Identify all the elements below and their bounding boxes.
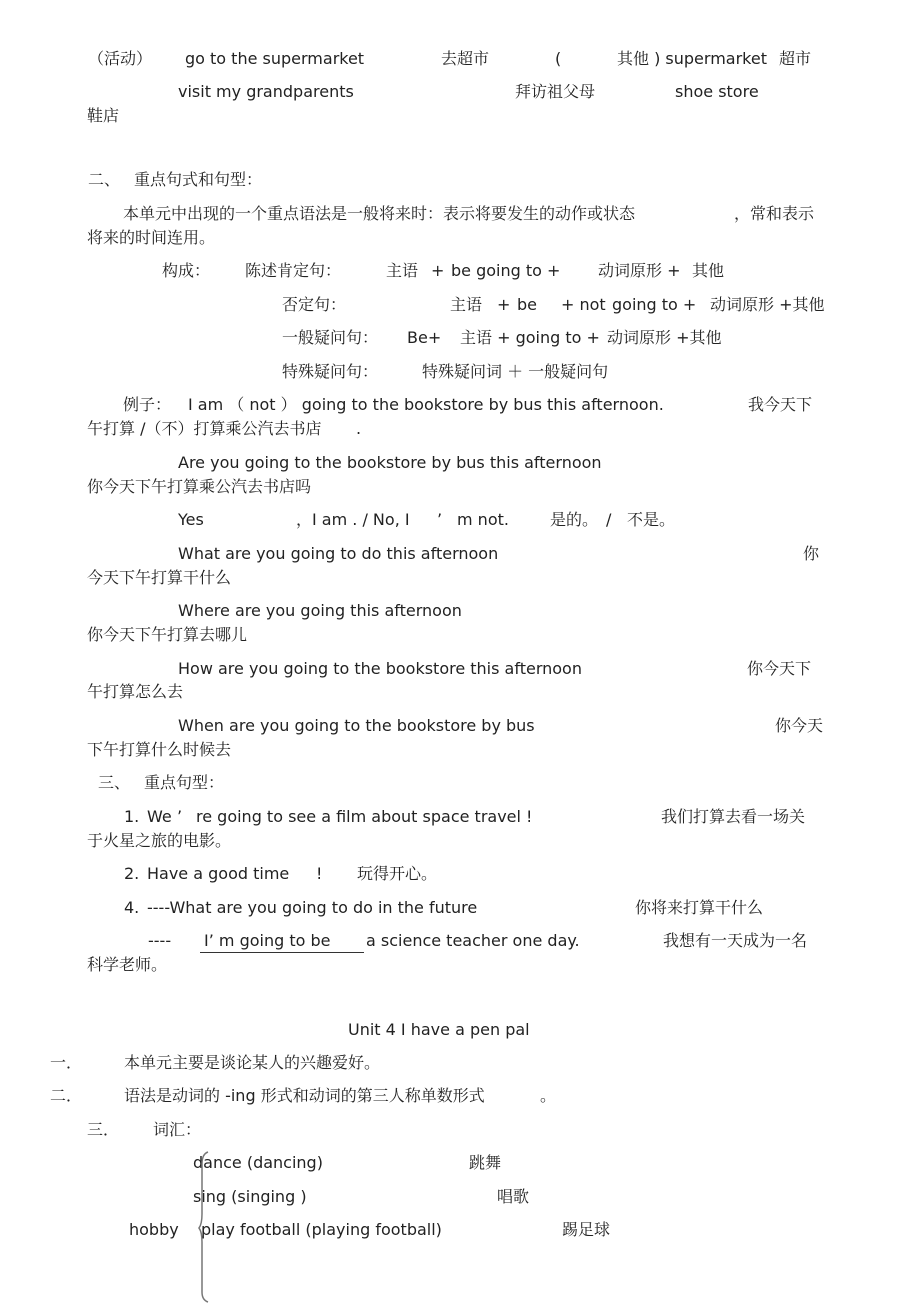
- form-part: 动词原形 +其他: [710, 295, 825, 314]
- example-cn: 不是。: [627, 510, 676, 529]
- point-text: 本单元主要是谈论某人的兴趣爱好。: [124, 1053, 381, 1072]
- unit-title: Unit 4 I have a pen pal: [348, 1020, 530, 1039]
- vocab-cn: 鞋店: [87, 106, 120, 125]
- form-part: Be+: [407, 328, 442, 347]
- section-number: 二、: [88, 170, 121, 189]
- vocab-group-label: hobby: [129, 1220, 179, 1239]
- form-part: 动词原形 +: [598, 261, 681, 280]
- example-en: How are you going to the bookstore this afternoon: [178, 659, 582, 678]
- example-cn: 是的。: [550, 510, 599, 529]
- form-part: + not: [561, 295, 606, 314]
- point-number: 一．: [50, 1053, 83, 1072]
- form-part: 主语: [386, 261, 419, 280]
- item-cn: 我想有一天成为一名: [663, 931, 808, 950]
- item-cn: 科学老师。: [87, 955, 168, 974]
- point-text: 词汇：: [153, 1120, 202, 1139]
- example-en: When are you going to the bookstore by bus: [178, 716, 535, 735]
- form-part: be going to +: [451, 261, 561, 280]
- example-cn: .: [356, 419, 362, 438]
- example-en: Yes: [178, 510, 204, 529]
- form-part: 主语: [450, 295, 483, 314]
- example-en: ’: [437, 510, 443, 529]
- vocab-en: visit my grandparents: [178, 82, 354, 101]
- formation-label: 构成：: [162, 261, 211, 280]
- item-en: ----What are you going to do in the future: [147, 898, 478, 917]
- example-en: ，I am . / No, I: [296, 510, 410, 529]
- item-number: 1.: [124, 807, 140, 826]
- form-part: +: [431, 261, 445, 280]
- vocab-category: （活动）: [88, 49, 153, 68]
- form-label: 一般疑问句：: [282, 328, 379, 347]
- point-text: 语法是动词的 -ing 形式和动词的第三人称单数形式: [124, 1086, 485, 1105]
- example-en: What are you going to do this afternoon: [178, 544, 499, 563]
- item-number: 4.: [124, 898, 140, 917]
- vocab-cn: 唱歌: [497, 1187, 530, 1206]
- vocab-cn: 拜访祖父母: [515, 82, 596, 101]
- item-cn: 于火星之旅的电影。: [87, 831, 232, 850]
- form-part: going to +: [612, 295, 697, 314]
- item-cn: 玩得开心。: [357, 864, 438, 883]
- dialogue-dash: ----: [148, 931, 172, 950]
- brace-icon: [196, 1150, 210, 1303]
- intro-text: ，常和表示: [734, 204, 815, 223]
- form-part: 动词原形 +其他: [607, 328, 722, 347]
- example-cn: 午打算怎么去: [87, 682, 184, 701]
- section-heading: 重点句式和句型：: [134, 170, 263, 189]
- intro-text: 将来的时间连用。: [87, 228, 216, 247]
- vocab-paren: (: [555, 49, 562, 68]
- vocab-cn: 踢足球: [562, 1220, 611, 1239]
- vocab-en: dance (dancing): [193, 1153, 323, 1172]
- form-part: 特殊疑问词 ＋ 一般疑问句: [422, 362, 609, 381]
- item-en: re going to see a film about space travel !: [196, 807, 533, 826]
- section-number: 三、: [98, 773, 131, 792]
- item-en: a science teacher one day.: [366, 931, 580, 950]
- example-en: Are you going to the bookstore by bus this afternoon: [178, 453, 602, 472]
- example-cn: 今天下午打算干什么: [87, 568, 232, 587]
- section-heading: 重点句型：: [144, 773, 225, 792]
- item-en: Have a good time: [147, 864, 290, 883]
- vocab-en: shoe store: [675, 82, 759, 101]
- example-cn: 我今天下: [748, 395, 813, 414]
- point-number: 二．: [50, 1086, 83, 1105]
- form-part: +: [497, 295, 511, 314]
- form-part: 主语 + going to +: [460, 328, 600, 347]
- vocab-en: go to the supermarket: [185, 49, 365, 68]
- example-cn: 你今天: [775, 716, 824, 735]
- example-cn: 你: [803, 544, 820, 563]
- form-label: 否定句：: [282, 295, 347, 314]
- example-en: I am （ not ） going to the bookstore by bus this afternoon.: [188, 395, 664, 414]
- example-label: 例子：: [123, 395, 172, 414]
- intro-text: 本单元中出现的一个重点语法是一般将来时：表示将要发生的动作或状态: [123, 204, 636, 223]
- item-cn: 你将来打算干什么: [635, 898, 764, 917]
- example-cn: 你今天下午打算去哪儿: [87, 625, 248, 644]
- vocab-cn: 去超市: [441, 49, 490, 68]
- example-cn: 下午打算什么时候去: [87, 740, 232, 759]
- vocab-other: 其他 ) supermarket: [617, 49, 767, 68]
- vocab-cn: 超市: [779, 49, 812, 68]
- underlined-answer: I’ m going to be: [200, 931, 364, 953]
- item-en: We: [147, 807, 172, 826]
- item-number: 2.: [124, 864, 140, 883]
- point-number: 三．: [87, 1120, 120, 1139]
- example-cn: 你今天下午打算乘公汽去书店吗: [87, 477, 312, 496]
- point-text: 。: [540, 1086, 557, 1105]
- form-label: 陈述肯定句：: [245, 261, 342, 280]
- vocab-en: play football (playing football): [201, 1220, 442, 1239]
- form-part: be: [517, 295, 537, 314]
- example-cn: 午打算 /（不）打算乘公汽去书店: [87, 419, 322, 438]
- example-en: Where are you going this afternoon: [178, 601, 462, 620]
- example-cn: /: [606, 510, 612, 529]
- example-en: m not.: [457, 510, 509, 529]
- item-cn: 我们打算去看一场关: [661, 807, 806, 826]
- vocab-en: sing (singing ): [193, 1187, 307, 1206]
- item-en: ’: [177, 807, 183, 826]
- example-cn: 你今天下: [747, 659, 812, 678]
- vocab-cn: 跳舞: [469, 1153, 502, 1172]
- form-label: 特殊疑问句：: [282, 362, 379, 381]
- item-en: !: [316, 864, 323, 883]
- form-part: 其他: [692, 261, 725, 280]
